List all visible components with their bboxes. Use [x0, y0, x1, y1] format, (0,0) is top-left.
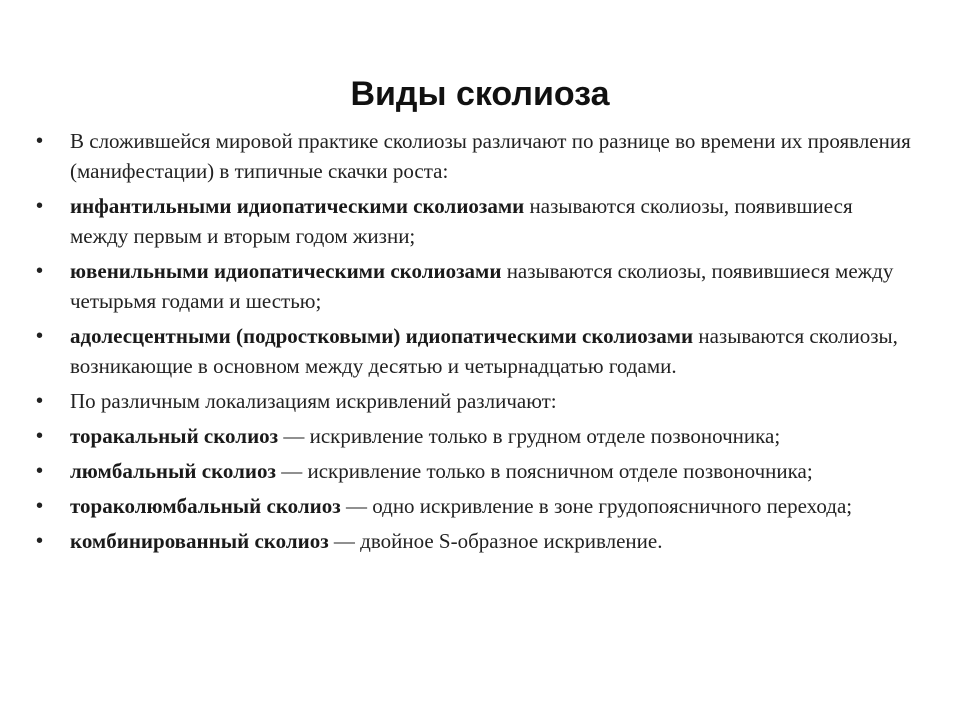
list-item	[36, 386, 916, 416]
list-item	[36, 321, 916, 381]
list-item	[36, 456, 916, 486]
term: торакальный сколиоз	[70, 424, 279, 448]
item-text: называются сколиозы, возникающие в основном между десятью и четырнадцатью годами.	[70, 324, 898, 378]
item-text: — одно искривление в зоне грудопоясничного перехода;	[340, 494, 853, 518]
bullet-icon: •	[36, 260, 44, 282]
bullet-list	[36, 126, 916, 561]
bullet-icon: •	[36, 460, 44, 482]
term: адолесцентными (подростковыми) идиопатическими сколиозами	[70, 324, 694, 348]
bullet-icon: •	[36, 425, 44, 447]
item-text: — двойное S-образное искривление.	[328, 529, 663, 553]
term: ювенильными идиопатическими сколиозами	[70, 259, 502, 283]
bullet-icon: •	[36, 530, 44, 552]
list-item	[36, 191, 916, 251]
term: люмбальный сколиоз	[70, 459, 276, 483]
item-text: — искривление только в поясничном отделе позвоночника;	[275, 459, 813, 483]
list-item	[36, 491, 916, 521]
bullet-icon: •	[36, 195, 44, 217]
term: тораколюмбальный сколиоз	[70, 494, 341, 518]
bullet-icon: •	[36, 495, 44, 517]
item-text: — искривление только в грудном отделе позвоночника;	[278, 424, 781, 448]
bullet-icon: •	[36, 130, 44, 152]
item-text: По различным локализациям искривлений различают:	[70, 389, 557, 413]
term: комбинированный сколиоз	[70, 529, 329, 553]
term: инфантильными идиопатическими сколиозами	[70, 194, 525, 218]
bullet-icon: •	[36, 390, 44, 412]
item-text: называются сколиозы, появившиеся между первым и вторым годом жизни;	[70, 194, 853, 248]
item-text: называются сколиозы, появившиеся между четырьмя годами и шестью;	[70, 259, 894, 313]
list-item	[36, 126, 916, 186]
list-item	[36, 421, 916, 451]
list-item	[36, 256, 916, 316]
slide-title: Виды сколиоза	[350, 75, 610, 113]
bullet-icon: •	[36, 325, 44, 347]
list-item	[36, 526, 916, 556]
item-text: В сложившейся мировой практике сколиозы различают по разнице во времени их проявления (манифестации) в типичные скачки роста:	[70, 129, 911, 183]
